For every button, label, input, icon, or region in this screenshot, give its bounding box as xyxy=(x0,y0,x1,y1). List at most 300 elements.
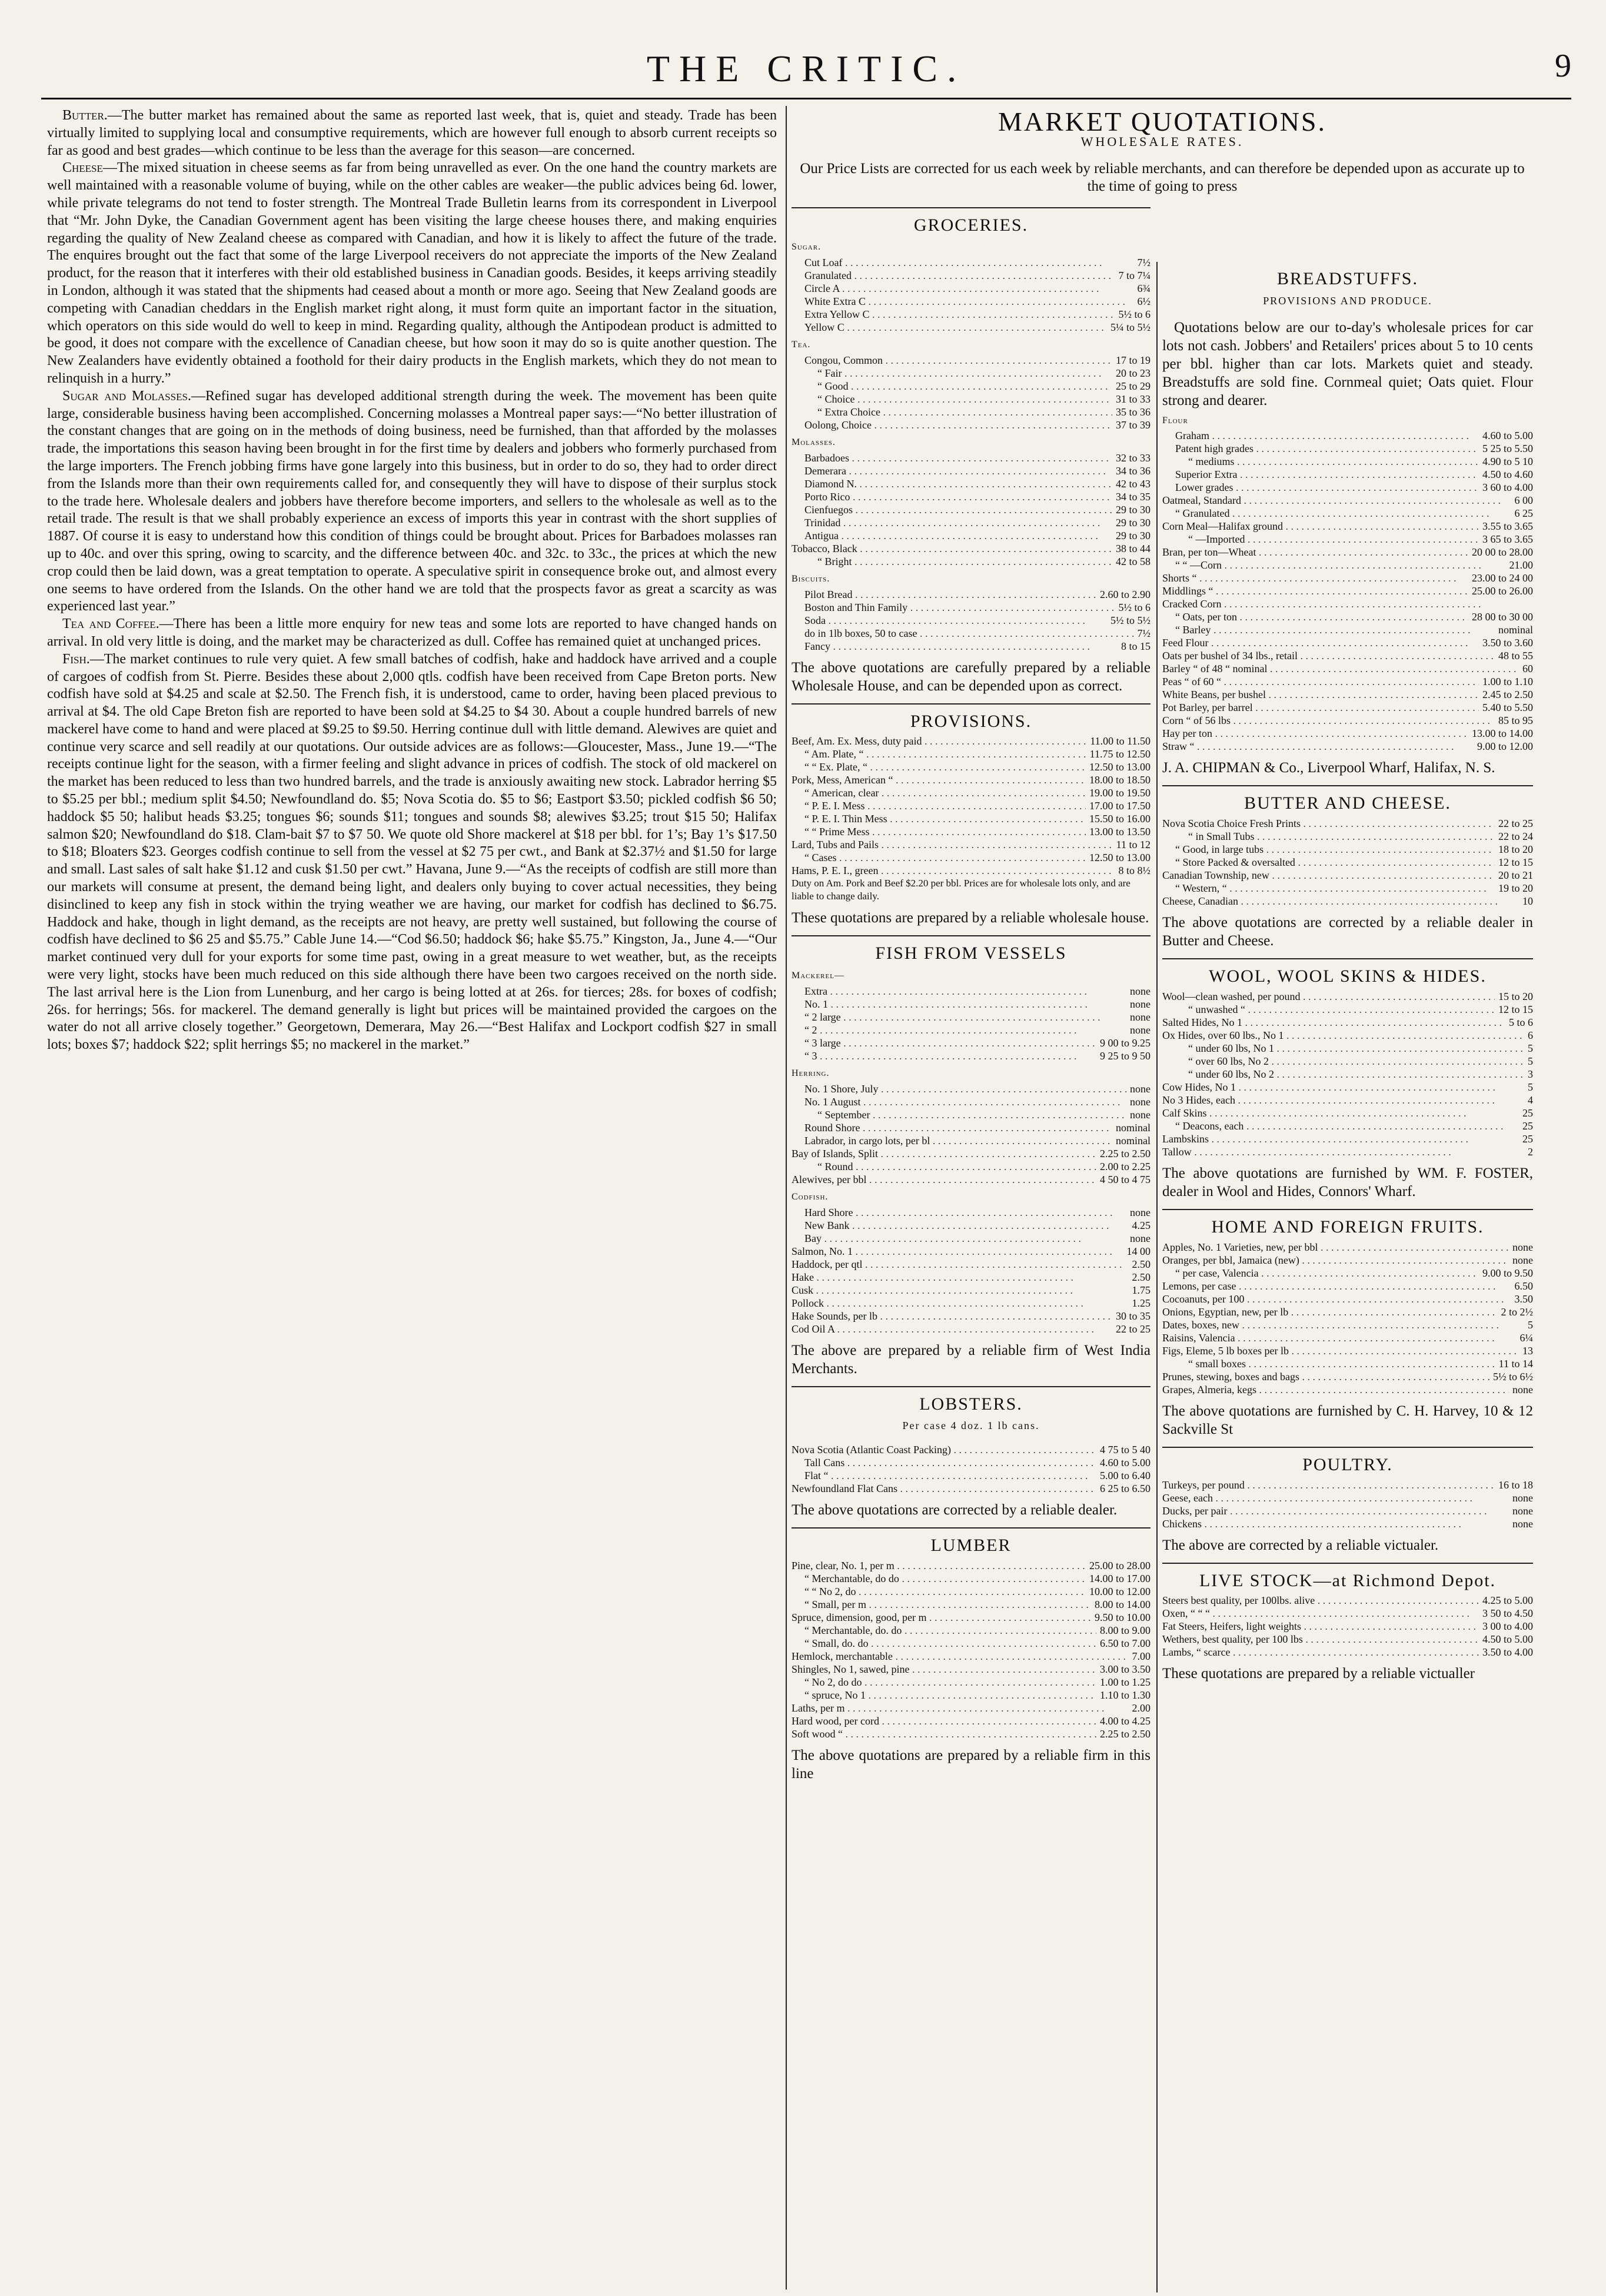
paragraph-text: —Refined sugar has developed additional strength during the week. The movement has been quite large, considerable business having been accomplished. Concerning molasses a Montreal paper says:—“No better illustration of the constant changes that are going on in the methods of doing business, need be furnished, than that afforded by the molasses trade, the importations this season having been brought in for the first time by dealers and jobbers who formerly purchased from the large importers. The French jobbing firms have gone largely into this business, but in order to do so, they had to order direct from the Islands more than their own requirements called for, and consequently they will have to dispose of their surplus stock to the trade here. Wholesale dealers and jobbers have therefore become importers, and sellers to the wholesale as well as to the retail trade. The result is that we shall probably experience an excess of imports this year in contrast with the short supplies of 1887. Of course it is easy to understand how this condition of things could be brought about. Prices for Barbadoes molasses ran up to 40c. and over this spring, owing to scarcity, and the difference between 40c. and 32c. to 33c., the prices at which the new crop could then be laid down, was a great temptation to operate. A speculative spirit in consequence broke out, and almost every one seems to have ordered from the Islands. On the other hand we are told that the prospects favor as great a scarcity as was experienced last year.” xyxy=(47,388,777,614)
section-rule xyxy=(1162,1563,1533,1564)
item-label: Shorts “ . . . xyxy=(1162,571,1468,584)
item-price: 13 xyxy=(1522,1344,1533,1357)
price-row xyxy=(1162,520,1533,533)
item-price: 6¾ xyxy=(1137,283,1151,295)
price-row xyxy=(1162,507,1533,520)
price-row xyxy=(1162,1491,1533,1504)
item-label: Apples, No. 1 Varieties, new, per bbl . . . xyxy=(1162,1241,1509,1254)
item-label: Ducks, per pair . . . xyxy=(1162,1504,1509,1517)
price-row xyxy=(792,1036,1151,1049)
poultry-note: The above are corrected by a reliable victualer. xyxy=(1162,1537,1439,1553)
item-price: 34 to 36 xyxy=(1115,464,1151,477)
item-price: 4 50 to 4 75 xyxy=(1099,1173,1151,1185)
category-label: Codfish. xyxy=(792,1191,829,1202)
price-row xyxy=(792,1011,1151,1024)
item-label: No. 1 . . . xyxy=(792,998,1126,1011)
lobsters-title: LOBSTERS. xyxy=(919,1394,1023,1414)
item-label: Lemons, per case . . . xyxy=(1162,1280,1511,1292)
item-label: Canadian Township, new . . . xyxy=(1162,869,1495,882)
item-label: “ 2 large . . . xyxy=(792,1011,1126,1024)
lobsters-note: The above quotations are corrected by a reliable dealer. xyxy=(792,1502,1118,1519)
item-price: 4.50 to 4.60 xyxy=(1482,468,1533,481)
item-label: Hake Sounds, per lb . . . xyxy=(792,1310,1112,1323)
lumber-note: The above quotations are prepared by a reliable firm in this line xyxy=(792,1747,1151,1782)
price-row xyxy=(792,1456,1151,1469)
item-label: “ Choice . . . xyxy=(792,393,1112,406)
item-price: 6.50 xyxy=(1514,1280,1533,1292)
price-row xyxy=(792,1559,1151,1572)
price-row xyxy=(792,256,1151,269)
item-label: “ 3 large . . . xyxy=(792,1036,1096,1049)
item-price: 11.00 to 11.50 xyxy=(1090,735,1151,747)
price-row xyxy=(1162,623,1533,636)
item-price: 37 to 39 xyxy=(1115,418,1151,431)
item-label: No. 1 Shore, July . . . xyxy=(792,1082,1126,1095)
item-price: 9.00 to 9.50 xyxy=(1482,1267,1533,1279)
report-paragraph xyxy=(47,616,777,651)
item-label: Lambs, “ scarce . . . xyxy=(1162,1646,1479,1659)
item-price: none xyxy=(1130,1206,1151,1218)
item-label: Newfoundland Flat Cans . . . xyxy=(792,1482,1096,1495)
item-label: “ No 2, do do . . . xyxy=(792,1676,1096,1689)
item-label: Cienfuegos . . . xyxy=(792,503,1112,516)
item-price: 20 00 to 28.00 xyxy=(1471,546,1533,559)
fruits-title: HOME AND FOREIGN FRUITS. xyxy=(1211,1217,1484,1237)
item-label: “ Cases . . . xyxy=(792,851,1086,864)
paragraph-lead: Sugar and Molasses. xyxy=(62,388,191,404)
item-label: “ Merchantable, do. do . . . xyxy=(792,1624,1096,1637)
item-price: 35 to 36 xyxy=(1115,406,1151,418)
section-rule xyxy=(1162,958,1533,959)
price-row xyxy=(792,627,1151,640)
item-price: none xyxy=(1130,1024,1151,1036)
item-label: “ spruce, No 1 . . . xyxy=(792,1689,1096,1702)
price-row xyxy=(1162,856,1533,869)
item-price: none xyxy=(1512,1491,1533,1504)
price-row xyxy=(792,1284,1151,1297)
item-label: Patent high grades . . . xyxy=(1162,442,1479,455)
item-price: 4.25 to 5.00 xyxy=(1482,1594,1533,1607)
item-label: “ under 60 lbs, No 2 . . . xyxy=(1162,1068,1524,1081)
item-label: “ Merchantable, do do . . . xyxy=(792,1572,1086,1585)
item-label: Feed Flour . . . xyxy=(1162,636,1479,649)
item-price: 10 xyxy=(1522,895,1533,908)
price-row xyxy=(1162,455,1533,468)
price-row xyxy=(792,998,1151,1011)
item-price: 25.00 to 26.00 xyxy=(1471,585,1533,597)
price-row xyxy=(792,503,1151,516)
price-row xyxy=(792,380,1151,393)
item-label: Laths, per m . . . xyxy=(792,1702,1129,1714)
item-price: 5 25 to 5.50 xyxy=(1482,443,1533,455)
price-row xyxy=(792,640,1151,653)
item-price: 7 to 7¼ xyxy=(1118,270,1151,282)
item-label: Barbadoes . . . xyxy=(792,451,1112,464)
groceries-section xyxy=(792,207,1151,695)
category-label: Biscuits. xyxy=(792,573,830,584)
item-price: 3.55 to 3.65 xyxy=(1482,520,1533,533)
item-price: none xyxy=(1130,1108,1151,1121)
item-label: “ Good, in large tubs . . . xyxy=(1162,843,1495,856)
item-label: Wool—clean washed, per pound . . . xyxy=(1162,990,1495,1003)
price-row xyxy=(1162,1241,1533,1254)
price-row xyxy=(792,825,1151,838)
item-label: Graham . . . xyxy=(1162,429,1479,442)
page-header xyxy=(41,47,1571,94)
item-label: Trinidad . . . xyxy=(792,516,1112,529)
item-label: Grapes, Almeria, kegs . . . xyxy=(1162,1383,1509,1396)
item-label: “ —Imported . . . xyxy=(1162,533,1479,546)
item-price: 5 xyxy=(1528,1042,1533,1054)
item-label: Oranges, per bbl, Jamaica (new) . . . xyxy=(1162,1254,1509,1267)
price-row xyxy=(1162,895,1533,908)
item-label: White Beans, per bushel . . . xyxy=(1162,688,1479,701)
price-row xyxy=(792,542,1151,555)
item-label: Antigua . . . xyxy=(792,529,1112,542)
item-label: Hake . . . xyxy=(792,1271,1129,1284)
item-label: Bay of Islands, Split . . . xyxy=(792,1147,1096,1160)
item-price: 3 50 to 4.50 xyxy=(1482,1607,1533,1620)
price-row xyxy=(792,1714,1151,1727)
price-row xyxy=(792,1173,1151,1186)
item-price: 3.00 to 3.50 xyxy=(1099,1663,1151,1675)
item-price: 5½ to 6 xyxy=(1118,601,1151,613)
item-price: 8 to 15 xyxy=(1120,640,1151,652)
price-row xyxy=(792,418,1151,431)
item-price: 21.00 xyxy=(1509,559,1533,571)
item-price: 2.60 to 2.90 xyxy=(1099,588,1151,600)
item-price: nominal xyxy=(1498,624,1533,636)
item-label: Pilot Bread . . . xyxy=(792,588,1096,601)
item-price: none xyxy=(1130,1232,1151,1244)
price-row xyxy=(792,1082,1151,1095)
item-label: Figs, Eleme, 5 lb boxes per lb . . . xyxy=(1162,1344,1519,1357)
item-price: 15 to 20 xyxy=(1498,990,1533,1002)
fish-note: The above are prepared by a reliable firm of West India Merchants. xyxy=(792,1342,1151,1377)
item-label: Soda . . . xyxy=(792,614,1107,627)
item-price: 22 to 25 xyxy=(1498,818,1533,830)
item-price: 9.00 to 12.00 xyxy=(1477,740,1533,753)
category-label: Tea. xyxy=(792,340,811,350)
price-row xyxy=(792,464,1151,477)
item-price: nominal xyxy=(1116,1121,1151,1134)
item-price: 14.00 to 17.00 xyxy=(1089,1572,1151,1584)
price-row xyxy=(1162,1254,1533,1267)
price-row xyxy=(792,1121,1151,1134)
section-rule xyxy=(792,935,1151,936)
price-row xyxy=(792,1232,1151,1245)
item-label: Tall Cans . . . xyxy=(792,1456,1096,1469)
section-rule xyxy=(792,1386,1151,1387)
price-row xyxy=(792,1245,1151,1258)
item-price: 4.60 to 5.00 xyxy=(1099,1457,1151,1469)
item-label: “ Oats, per ton . . . xyxy=(1162,610,1468,623)
livestock-note: These quotations are prepared by a reliable victualler xyxy=(1162,1666,1475,1682)
item-price: 4 xyxy=(1528,1094,1533,1106)
item-label: “ “ Prime Mess . . . xyxy=(792,825,1086,838)
category-label: Herring. xyxy=(792,1068,830,1078)
item-price: 12.50 to 13.00 xyxy=(1089,761,1151,773)
report-paragraph xyxy=(47,388,777,616)
item-price: none xyxy=(1512,1504,1533,1517)
price-row xyxy=(1162,1504,1533,1517)
price-row xyxy=(792,1310,1151,1323)
price-row xyxy=(1162,714,1533,727)
price-row xyxy=(792,1443,1151,1456)
item-label: Peas “ of 60 “ . . . xyxy=(1162,675,1479,688)
item-price: 29 to 30 xyxy=(1115,529,1151,541)
price-row xyxy=(792,1727,1151,1740)
item-price: 6 00 xyxy=(1514,494,1533,507)
butter_cheese-title: BUTTER AND CHEESE. xyxy=(1244,793,1451,813)
item-price: 5½ to 6½ xyxy=(1492,1370,1533,1383)
item-price: 25 to 29 xyxy=(1115,380,1151,392)
price-row xyxy=(1162,636,1533,649)
item-price: 9 00 to 9.25 xyxy=(1099,1036,1151,1049)
item-label: Corn Meal—Halifax ground . . . xyxy=(1162,520,1479,533)
price-row xyxy=(1162,1633,1533,1646)
item-price: 11 to 14 xyxy=(1498,1357,1533,1370)
price-row xyxy=(1162,1305,1533,1318)
price-row xyxy=(1162,1331,1533,1344)
item-price: 13.00 to 14.00 xyxy=(1471,727,1533,740)
item-label: Dates, boxes, new . . . xyxy=(1162,1318,1524,1331)
item-price: 2.00 to 2.25 xyxy=(1099,1160,1151,1172)
price-row xyxy=(792,735,1151,747)
item-label: Lard, Tubs and Pails . . . xyxy=(792,838,1113,851)
item-price: 6½ xyxy=(1137,295,1151,308)
item-price: 2 xyxy=(1528,1145,1533,1158)
item-label: “ Extra Choice . . . xyxy=(792,406,1112,418)
item-label: No. 1 August . . . xyxy=(792,1095,1126,1108)
price-row xyxy=(792,555,1151,568)
item-price: 20 to 21 xyxy=(1498,869,1533,882)
item-label: Raisins, Valencia . . . xyxy=(1162,1331,1517,1344)
item-price: 28 00 to 30 00 xyxy=(1471,611,1533,623)
item-price: 1.00 to 1.10 xyxy=(1482,676,1533,688)
price-row xyxy=(1162,1646,1533,1659)
price-row xyxy=(1162,662,1533,675)
price-row xyxy=(792,1469,1151,1482)
price-row xyxy=(792,1049,1151,1062)
price-row xyxy=(1162,869,1533,882)
item-label: Demerara . . . xyxy=(792,464,1112,477)
price-row xyxy=(792,1650,1151,1663)
lobsters-section xyxy=(792,1386,1151,1520)
price-row xyxy=(792,1271,1151,1284)
item-price: 4.50 to 5.00 xyxy=(1482,1633,1533,1646)
poultry-section xyxy=(1162,1447,1533,1554)
item-label: Oats per bushel of 34 lbs., retail . . . xyxy=(1162,649,1495,662)
price-row xyxy=(792,451,1151,464)
item-price: 29 to 30 xyxy=(1115,503,1151,516)
item-price: 25 xyxy=(1522,1119,1533,1132)
price-row xyxy=(1162,1620,1533,1633)
price-row xyxy=(1162,429,1533,442)
item-label: Bay . . . xyxy=(792,1232,1126,1245)
item-label: Chickens . . . xyxy=(1162,1517,1509,1530)
price-row xyxy=(792,1585,1151,1598)
price-row xyxy=(1162,1094,1533,1107)
item-price: none xyxy=(1512,1241,1533,1253)
item-price: 6 25 xyxy=(1514,507,1533,520)
item-label: Cod Oil A . . . xyxy=(792,1323,1112,1335)
item-price: 16 to 18 xyxy=(1498,1478,1533,1491)
price-row xyxy=(792,1676,1151,1689)
item-label: Bran, per ton—Wheat . . . xyxy=(1162,546,1468,559)
item-label: Cusk . . . xyxy=(792,1284,1129,1297)
item-price: 12.50 to 13.00 xyxy=(1089,852,1151,864)
price-row xyxy=(1162,1119,1533,1132)
item-price: none xyxy=(1512,1254,1533,1266)
item-label: Pollock . . . xyxy=(792,1297,1129,1310)
item-label: “ Store Packed & oversalted . . . xyxy=(1162,856,1495,869)
item-price: none xyxy=(1130,1082,1151,1095)
item-label: Wethers, best quality, per 100 lbs . . . xyxy=(1162,1633,1479,1646)
item-price: 9.50 to 10.00 xyxy=(1094,1611,1151,1623)
item-label: “ Small, do. do . . . xyxy=(792,1637,1096,1650)
category-label: Sugar. xyxy=(792,242,822,252)
market-header xyxy=(792,107,1533,195)
item-price: 3.50 xyxy=(1514,1292,1533,1305)
livestock-section xyxy=(1162,1563,1533,1683)
price-row xyxy=(792,529,1151,542)
item-price: 6 xyxy=(1528,1029,1533,1041)
fish-title: FISH FROM VESSELS xyxy=(875,943,1067,963)
price-row xyxy=(792,269,1151,282)
item-price: 25 xyxy=(1522,1107,1533,1119)
butter_cheese-note: The above quotations are corrected by a reliable dealer in Butter and Cheese. xyxy=(1162,915,1533,949)
price-row xyxy=(792,1258,1151,1271)
item-label: Round Shore . . . xyxy=(792,1121,1112,1134)
item-price: 5 to 6 xyxy=(1508,1016,1533,1028)
price-row xyxy=(1162,688,1533,701)
item-label: Tobacco, Black . . . xyxy=(792,542,1112,555)
item-price: 17 to 19 xyxy=(1115,354,1151,366)
item-label: Geese, each . . . xyxy=(1162,1491,1509,1504)
price-row xyxy=(1162,882,1533,895)
item-price: 4.25 xyxy=(1132,1219,1151,1231)
item-label: Ox Hides, over 60 lbs., No 1 . . . xyxy=(1162,1029,1524,1042)
provisions-note: These quotations are prepared by a reliable wholesale house. xyxy=(792,910,1149,926)
item-price: 14 00 xyxy=(1126,1245,1151,1257)
paragraph-lead: Tea and Coffee. xyxy=(62,616,159,632)
item-label: “ Fair . . . xyxy=(792,367,1112,380)
item-label: Cheese, Canadian . . . xyxy=(1162,895,1519,908)
item-label: “ “ —Corn . . . xyxy=(1162,559,1506,571)
item-price: 13.00 to 13.50 xyxy=(1089,826,1151,838)
price-row xyxy=(1162,571,1533,584)
item-price: 5 xyxy=(1528,1081,1533,1093)
item-label: Prunes, stewing, boxes and bags . . . xyxy=(1162,1370,1489,1383)
item-price: 22 to 25 xyxy=(1115,1323,1151,1335)
item-price: 5½ to 6 xyxy=(1118,308,1151,321)
item-label: Pork, Mess, American “ . . . xyxy=(792,773,1086,786)
item-label: “ Am. Plate, “ . . . xyxy=(792,747,1086,760)
item-price: 85 to 95 xyxy=(1498,715,1533,727)
item-price: 8 to 8½ xyxy=(1118,865,1151,877)
item-label: Corn “ of 56 lbs . . . xyxy=(1162,714,1495,727)
wool-note: The above quotations are furnished by WM. F. FOSTER, dealer in Wool and Hides, Connors' Wharf. xyxy=(1162,1165,1533,1199)
item-label: Circle A . . . xyxy=(792,282,1134,295)
price-row xyxy=(792,1323,1151,1335)
price-row xyxy=(792,1624,1151,1637)
item-price: 3 00 to 4.00 xyxy=(1482,1620,1533,1633)
item-label: “ Bright . . . xyxy=(792,555,1112,568)
price-row xyxy=(1162,1107,1533,1119)
price-row xyxy=(1162,830,1533,843)
item-label: Tallow . . . xyxy=(1162,1145,1524,1158)
item-price: none xyxy=(1130,985,1151,997)
price-row xyxy=(792,1108,1151,1121)
item-label: Calf Skins . . . xyxy=(1162,1107,1519,1119)
item-price: 12 to 15 xyxy=(1498,856,1533,869)
price-row xyxy=(792,516,1151,529)
price-row xyxy=(792,1024,1151,1036)
item-price: 4.90 to 5 10 xyxy=(1482,456,1533,468)
item-price: none xyxy=(1512,1517,1533,1530)
item-label: “ Round . . . xyxy=(792,1160,1096,1173)
price-row xyxy=(1162,1003,1533,1016)
price-row xyxy=(792,1297,1151,1310)
price-row xyxy=(792,864,1151,877)
poultry-title: POULTRY. xyxy=(1302,1454,1393,1474)
item-price: 25.00 to 28.00 xyxy=(1089,1559,1151,1571)
item-price: 20 to 23 xyxy=(1115,367,1151,379)
section-rule xyxy=(1162,1209,1533,1210)
item-label: “ Small, per m . . . xyxy=(792,1598,1091,1611)
item-label: “ over 60 lbs, No 2 . . . xyxy=(1162,1055,1524,1068)
item-label: Cow Hides, No 1 . . . xyxy=(1162,1081,1524,1094)
price-row xyxy=(792,760,1151,773)
item-label: “ Granulated . . . xyxy=(1162,507,1511,520)
price-row xyxy=(1162,701,1533,714)
price-row xyxy=(792,588,1151,601)
item-label: Pot Barley, per barrel . . . xyxy=(1162,701,1479,714)
price-row xyxy=(792,295,1151,308)
price-row xyxy=(792,799,1151,812)
price-row xyxy=(792,1572,1151,1585)
item-label: Pine, clear, No. 1, per m . . . xyxy=(792,1559,1086,1572)
item-label: Alewives, per bbl . . . xyxy=(792,1173,1096,1186)
price-row xyxy=(1162,1357,1533,1370)
item-label: Lower grades . . . xyxy=(1162,481,1479,494)
price-row xyxy=(1162,597,1533,610)
price-row xyxy=(792,1206,1151,1219)
item-label: Porto Rico . . . xyxy=(792,490,1112,503)
fish-section xyxy=(792,935,1151,1377)
item-label: Soft wood “ . . . xyxy=(792,1727,1096,1740)
price-row xyxy=(792,367,1151,380)
item-label: “ Deacons, each . . . xyxy=(1162,1119,1519,1132)
item-price: 1.00 to 1.25 xyxy=(1099,1676,1151,1688)
section-rule xyxy=(1162,1447,1533,1448)
price-row xyxy=(792,1134,1151,1147)
item-label: Salted Hides, No 1 . . . xyxy=(1162,1016,1505,1029)
item-price: 4.00 to 4.25 xyxy=(1099,1714,1151,1727)
groceries-note: The above quotations are carefully prepared by a reliable Wholesale House, and can be depended upon as correct. xyxy=(792,659,1151,694)
item-label: Straw “ . . . xyxy=(1162,740,1474,753)
price-row xyxy=(792,773,1151,786)
price-row xyxy=(792,1689,1151,1702)
category-label: Flour xyxy=(1162,415,1188,426)
breadstuffs-intro: Quotations below are our to-day's wholesale prices for car lots not cash. Jobbers' and Retailers' prices about 5 to 10 cents per bbl. higher than car lots. Markets quiet and steady. Breadstuffs are sold fine. Cornmeal quiet; Oats quiet. Flour strong and dearer. xyxy=(1162,319,1533,408)
item-label: “ P. E. I. Thin Mess . . . xyxy=(792,812,1086,825)
item-label: Hams, P. E. I., green . . . xyxy=(792,864,1115,877)
price-row xyxy=(792,747,1151,760)
item-price: 12 to 15 xyxy=(1498,1003,1533,1015)
price-row xyxy=(1162,1145,1533,1158)
